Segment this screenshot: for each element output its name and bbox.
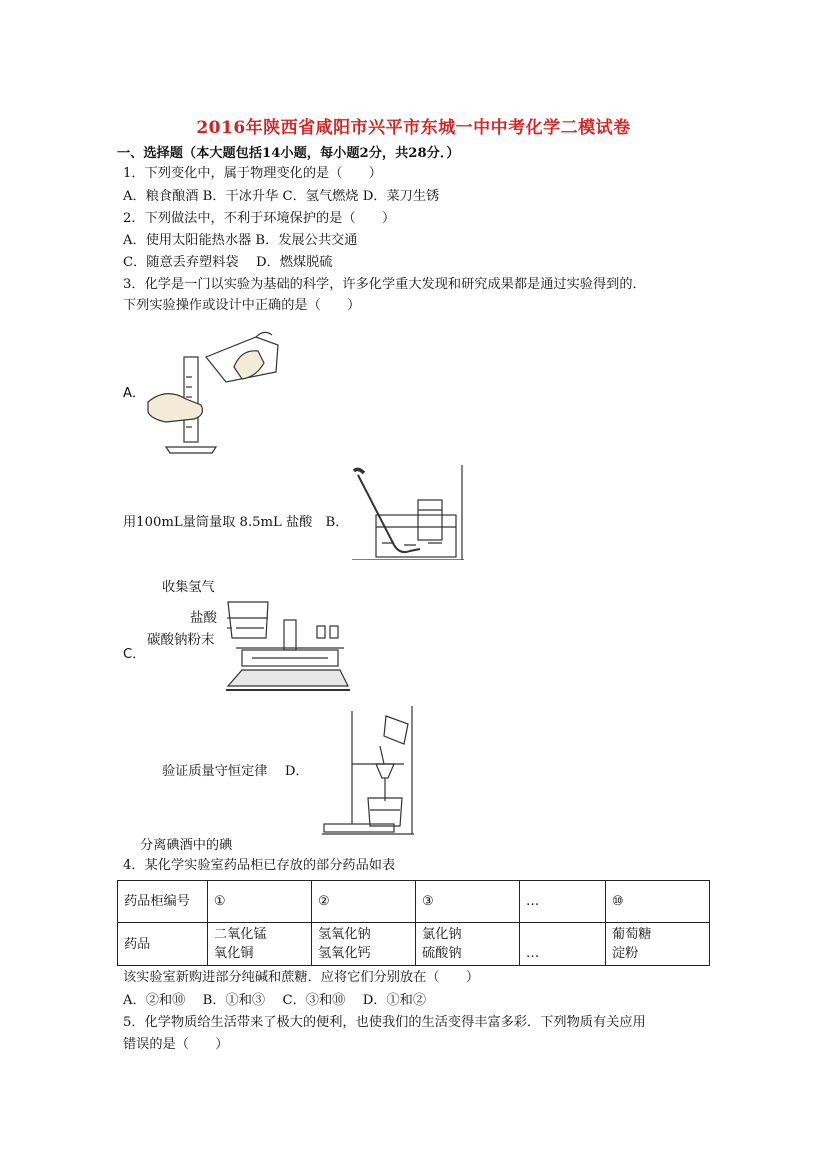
reagent-name: 硫酸钠: [422, 946, 462, 961]
figure-c-label-hydrochloric-acid: 盐酸: [190, 610, 217, 626]
section-heading: 一、选择题（本大题包括14小题，每小题2分，共28分．）: [117, 146, 460, 161]
question-2-options-ab: A．使用太阳能热水器 B．发展公共交通: [123, 233, 358, 248]
reagent-cabinet-table: [117, 880, 710, 966]
table-cell: [520, 923, 606, 966]
reagent-name: 氯化钠: [422, 927, 462, 942]
reagent-name: 氢氧化钙: [317, 946, 371, 961]
question-3-caption-a: 用100mL量筒量取 8.5mL 盐酸 B．: [123, 515, 349, 530]
reagent-name: 氢氧化钠: [317, 927, 371, 942]
question-3-caption-b: 收集氢气: [162, 580, 215, 595]
table-row: [118, 923, 710, 966]
question-5-stem-line1: 5．化学物质给生活带来了极大的便利，也使我们的生活变得丰富多彩．下列物质有关应用: [123, 1015, 646, 1030]
question-2-stem: 2．下列做法中，不利于环境保护的是（ ）: [123, 211, 396, 226]
question-3-label-c: C．: [123, 647, 146, 662]
question-4-options: A．②和⑩ B．①和③ C．③和⑩ D．①和②: [123, 993, 427, 1008]
figure-d-filtration: [322, 706, 414, 836]
table-cell: 药品: [118, 923, 208, 966]
figure-c-label-sodium-carbonate: 碳酸钠粉末: [147, 632, 215, 648]
question-1-options: A．粮食酿酒 B．干冰升华 C．氢气燃烧 D．菜刀生锈: [123, 189, 440, 204]
figure-c-balance: [222, 598, 352, 698]
figure-a-graduated-cylinder: [146, 327, 286, 455]
page-title: 2016年陕西省咸阳市兴平市东城一中中考化学二模试卷: [196, 118, 631, 138]
table-cell: [605, 923, 709, 966]
question-5-stem-line2: 错误的是（ ）: [123, 1037, 229, 1052]
question-3-caption-d: 分离碘酒中的碘: [140, 838, 233, 853]
figure-b-gas-collection: [352, 465, 464, 560]
question-2-options-cd: C．随意丢弃塑料袋 D．燃煤脱硫: [123, 255, 333, 270]
table-header-cell: 药品柜编号: [118, 881, 208, 923]
question-1-stem: 1．下列变化中，属于物理变化的是（ ）: [123, 166, 382, 181]
question-3-caption-c: 验证质量守恒定律 D．: [162, 764, 309, 779]
table-header-cell: ⑩: [605, 881, 709, 923]
reagent-name: 氧化铜: [213, 946, 254, 961]
table-header-cell: …: [520, 881, 606, 923]
question-4-stem: 4．某化学实验室药品柜已存放的部分药品如表: [123, 858, 396, 873]
table-header-cell: ②: [311, 881, 415, 923]
reagent-name: …: [526, 946, 540, 961]
table-header-cell: ③: [416, 881, 520, 923]
table-cell: [311, 923, 415, 966]
question-4-stem-after: 该实验室新购进部分纯碱和蔗糖．应将它们分别放在（ ）: [123, 970, 480, 985]
question-3-stem-line2: 下列实验操作或设计中正确的是（ ）: [123, 298, 361, 313]
reagent-name: 淀粉: [611, 946, 639, 961]
reagent-name: 葡萄糖: [611, 927, 652, 942]
table-cell: [207, 923, 311, 966]
table-header-cell: ①: [207, 881, 311, 923]
question-3-stem-line1: 3．化学是一门以实验为基础的科学，许多化学重大发现和研究成果都是通过实验得到的．: [123, 277, 646, 292]
question-3-label-a: A．: [123, 386, 146, 401]
table-cell: [416, 923, 520, 966]
reagent-name: 二氧化锰: [213, 927, 267, 942]
table-row: [118, 881, 710, 923]
